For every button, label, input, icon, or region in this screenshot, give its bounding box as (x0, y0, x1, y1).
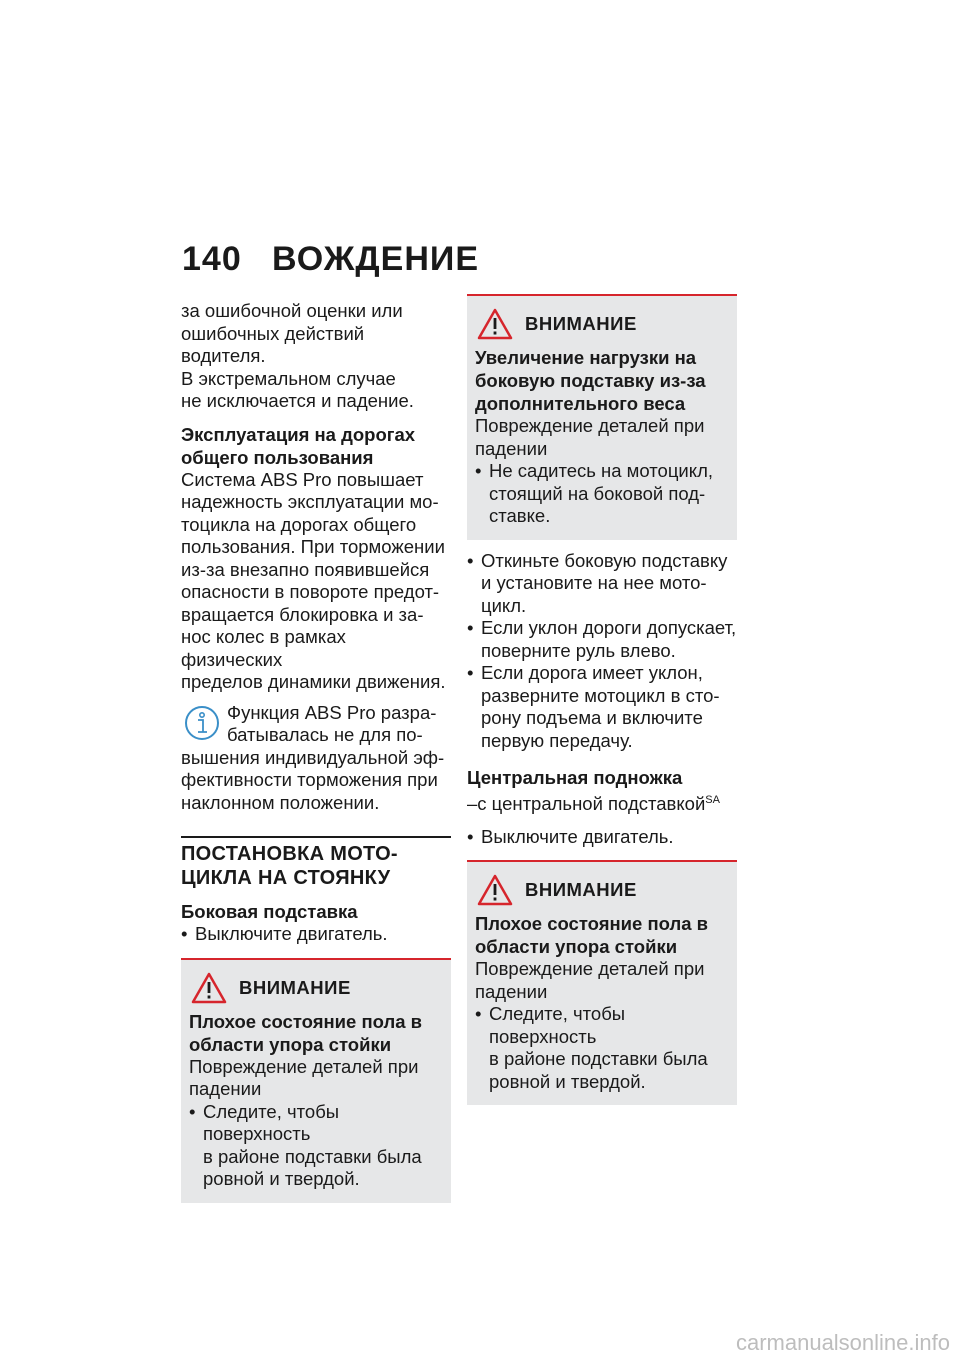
text-line: • Не садитесь на мотоцикл, (489, 460, 714, 481)
heading-line: общего пользования (181, 446, 374, 468)
warning-title (189, 1010, 443, 1056)
text-line: цикл. (481, 594, 527, 616)
warning-bullet (475, 1003, 729, 1093)
text-line: опасности в повороте предот- (181, 581, 440, 602)
text-line: рону подъема и включите (481, 707, 703, 728)
abs-pro-paragraph (181, 469, 451, 694)
heading-line: Увеличение нагрузки на (475, 347, 697, 368)
text-line: падении (475, 980, 548, 1002)
text-line: • Если уклон дороги допускает, (481, 617, 737, 638)
text-line: падении (475, 437, 548, 459)
text-line: В экстремальном случае (181, 367, 396, 389)
text-line: тоцикла на дорогах общего (181, 513, 417, 535)
text-line: вращается блокировка и за- (181, 603, 424, 625)
text-line: ровной и твердой. (489, 1070, 646, 1092)
bullet-item: • Выключите двигатель. (181, 923, 451, 946)
text-line: Повреждение деталей при (189, 1055, 419, 1077)
option-suffix: SA (705, 794, 720, 806)
text-line: надежность эксплуатации мо- (181, 491, 439, 512)
heading-line: Плохое состояние пола в (189, 1010, 423, 1032)
warning-header (475, 874, 729, 906)
note-line: Функция ABS Pro разра- (227, 701, 437, 723)
warning-label: ВНИМАНИЕ (525, 879, 637, 901)
heading-line: ПОСТАНОВКА МОТО- (181, 843, 398, 865)
warning-title (475, 346, 729, 415)
heading-line: боковую подставку из-за (475, 370, 706, 391)
text-line: Система ABS Pro повышает (181, 468, 424, 490)
warning-triangle-icon (191, 972, 227, 1004)
section-heading-public-roads (181, 423, 451, 469)
right-column (467, 300, 737, 1105)
heading-line: Плохое состояние пола в (475, 913, 709, 935)
section-divider (181, 836, 451, 838)
warning-text (189, 1056, 443, 1101)
bullet-item: • Выключите двигатель. (467, 826, 737, 849)
page-title: ВОЖДЕНИЕ (272, 240, 480, 278)
note-line: вышения индивидуальной эф- (181, 746, 445, 768)
bullet-item (467, 550, 737, 618)
text-line: • Если дорога имеет уклон, (481, 662, 703, 683)
bullet-item (467, 617, 737, 662)
text-line: разверните мотоцикл в сто- (481, 684, 720, 706)
warning-title (475, 912, 729, 958)
warning-box (467, 860, 737, 1105)
center-stand-heading: Центральная подножка (467, 767, 683, 788)
option-text: с центральной подставкой (477, 793, 706, 815)
text-line: • Следите, чтобы поверхность (489, 1003, 626, 1047)
warning-box (181, 958, 451, 1203)
text-line: стоящий на боковой под- (489, 482, 706, 504)
left-column (181, 300, 451, 1203)
heading-line: области упора стойки (475, 936, 678, 958)
text-line: первую передачу. (481, 729, 633, 751)
text-line: пределов динамики движения. (181, 671, 446, 692)
text-line: за ошибочной оценки или (181, 300, 403, 321)
text-line: в районе подставки была (489, 1048, 708, 1070)
text-line: и установите на нее мото- (481, 572, 707, 593)
page-number: 140 (182, 240, 242, 278)
warning-header (475, 308, 729, 340)
text-line: ставке. (489, 505, 551, 526)
text-line: поверните руль влево. (481, 639, 676, 661)
intro-paragraph (181, 300, 451, 413)
bullet-item (467, 662, 737, 752)
watermark: carmanualsonline.info (735, 1330, 950, 1355)
text-line: в районе подставки была (203, 1145, 422, 1167)
note-line: батывалась не для по- (227, 724, 423, 745)
warning-box (467, 294, 737, 540)
text-line: нос колес в рамках физических (181, 626, 346, 670)
text-line: • Следите, чтобы поверхность (203, 1100, 340, 1144)
info-icon (183, 704, 221, 742)
text-line: Повреждение деталей при (475, 958, 705, 980)
heading-line: Эксплуатация на дорогах (181, 423, 416, 445)
warning-bullet (475, 460, 729, 528)
side-stand-heading: Боковая подставка (181, 901, 358, 922)
text-line: пользования. При торможении (181, 536, 445, 557)
warning-text (475, 958, 729, 1003)
warning-label: ВНИМАНИЕ (239, 976, 351, 998)
warning-bullet (189, 1101, 443, 1191)
text-line: • Откиньте боковую подставку (481, 549, 728, 571)
heading-line: области упора стойки (189, 1033, 392, 1055)
warning-text (475, 415, 729, 460)
note-line: наклонном положении. (181, 791, 380, 813)
warning-triangle-icon (477, 874, 513, 906)
section-title-parking (181, 842, 451, 890)
text-line: Повреждение деталей при (475, 415, 705, 436)
text-line: ошибочных действий водителя. (181, 322, 365, 366)
center-stand-option: –с центральной подставкой$^{SA}$ (467, 793, 720, 815)
heading-line: дополнительного веса (475, 393, 686, 414)
text-line: ровной и твердой. (203, 1168, 360, 1189)
warning-label: ВНИМАНИЕ (525, 313, 637, 334)
text-line: не исключается и падение. (181, 390, 414, 411)
warning-triangle-icon (477, 308, 513, 340)
note-line: фективности торможения при (181, 769, 438, 790)
info-note (181, 702, 451, 815)
warning-header (189, 972, 443, 1004)
text-line: падении (189, 1078, 262, 1099)
text-line: из-за внезапно появившейся (181, 558, 430, 580)
heading-line: ЦИКЛА НА СТОЯНКУ (181, 867, 391, 889)
